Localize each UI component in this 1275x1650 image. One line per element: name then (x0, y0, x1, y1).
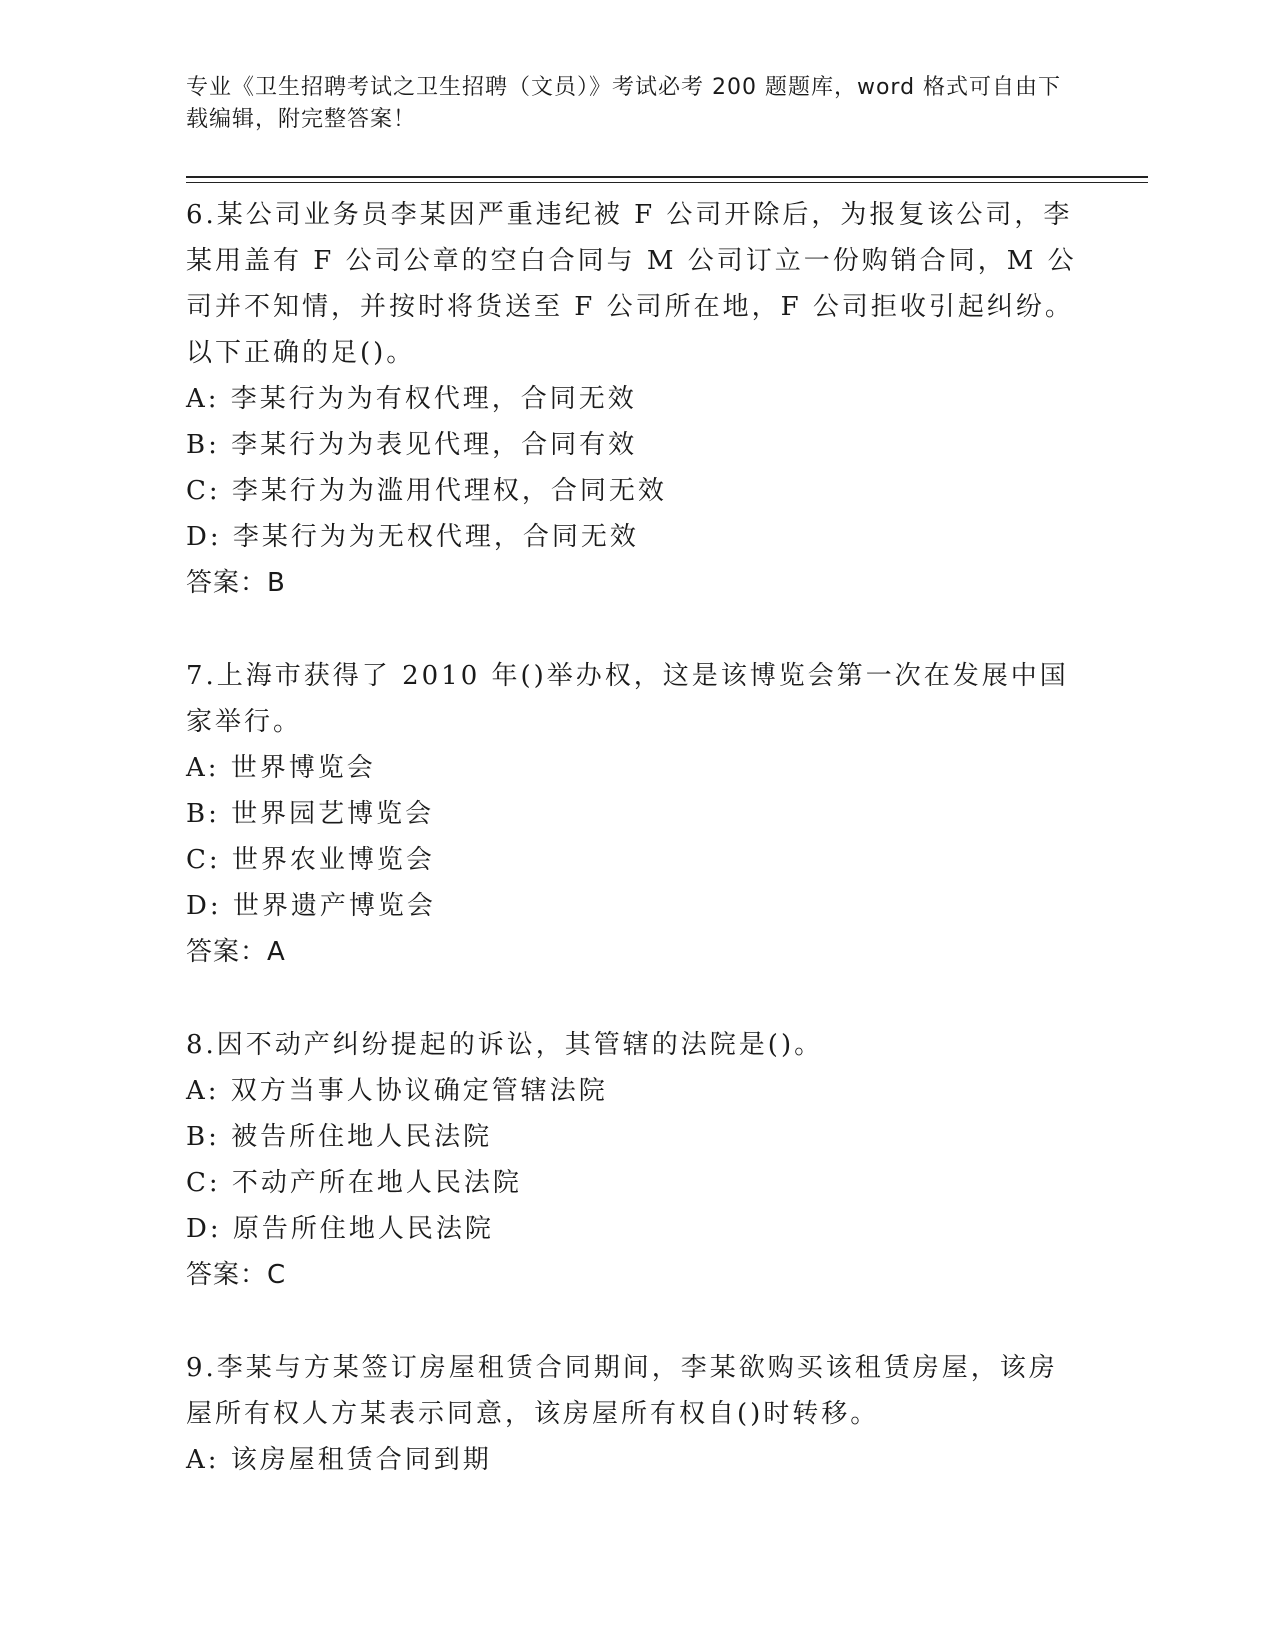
question-stem: 9.李某与方某签订房屋租赁合同期间，李某欲购买该租赁房屋，该房屋所有权人方某表示同意，该房屋所有权自()时转移。 (186, 1353, 1058, 1429)
header-divider-thick (186, 176, 1148, 178)
question-9 (186, 1345, 1086, 1483)
question-list (186, 192, 1086, 1530)
question-7 (186, 653, 1086, 975)
option-c: C: 不动产所在地人民法院 (186, 1168, 522, 1198)
question-stem: 6.某公司业务员李某因严重违纪被 F 公司开除后，为报复该公司，李某用盖有 F 公司公章的空白合同与 M 公司订立一份购销合同，M 公司并不知情，并按时将货送至 F 公司所在地，F 公司拒收引起纠纷。以下正确的足()。 (186, 200, 1077, 368)
question-stem: 8.因不动产纠纷提起的诉讼，其管辖的法院是()。 (186, 1030, 824, 1060)
answer-line: 答案：A (186, 937, 286, 967)
question-6 (186, 192, 1086, 606)
header-divider-thin (186, 182, 1148, 183)
option-a: A: 世界博览会 (186, 753, 376, 783)
option-b: B: 李某行为为表见代理，合同有效 (186, 430, 638, 460)
option-b: B: 世界园艺博览会 (186, 799, 435, 829)
document-header: 专业《卫生招聘考试之卫生招聘（文员）》考试必考 200 题题库，word 格式可自由下载编辑，附完整答案！ (186, 75, 1062, 132)
question-stem: 7.上海市获得了 2010 年()举办权，这是该博览会第一次在发展中国家举行。 (186, 661, 1069, 737)
answer-line: 答案：C (186, 1260, 287, 1290)
option-d: D: 世界遗产博览会 (186, 891, 436, 921)
answer-line: 答案：B (186, 568, 286, 598)
option-a: A: 双方当事人协议确定管辖法院 (186, 1076, 608, 1106)
option-a: A: 李某行为为有权代理，合同无效 (186, 384, 637, 414)
question-8 (186, 1022, 1086, 1298)
option-b: B: 被告所住地人民法院 (186, 1122, 493, 1152)
option-d: D: 原告所住地人民法院 (186, 1214, 494, 1244)
option-c: C: 世界农业博览会 (186, 845, 435, 875)
option-d: D: 李某行为为无权代理，合同无效 (186, 522, 639, 552)
option-a: A: 该房屋租赁合同到期 (186, 1445, 492, 1475)
option-c: C: 李某行为为滥用代理权，合同无效 (186, 476, 667, 506)
